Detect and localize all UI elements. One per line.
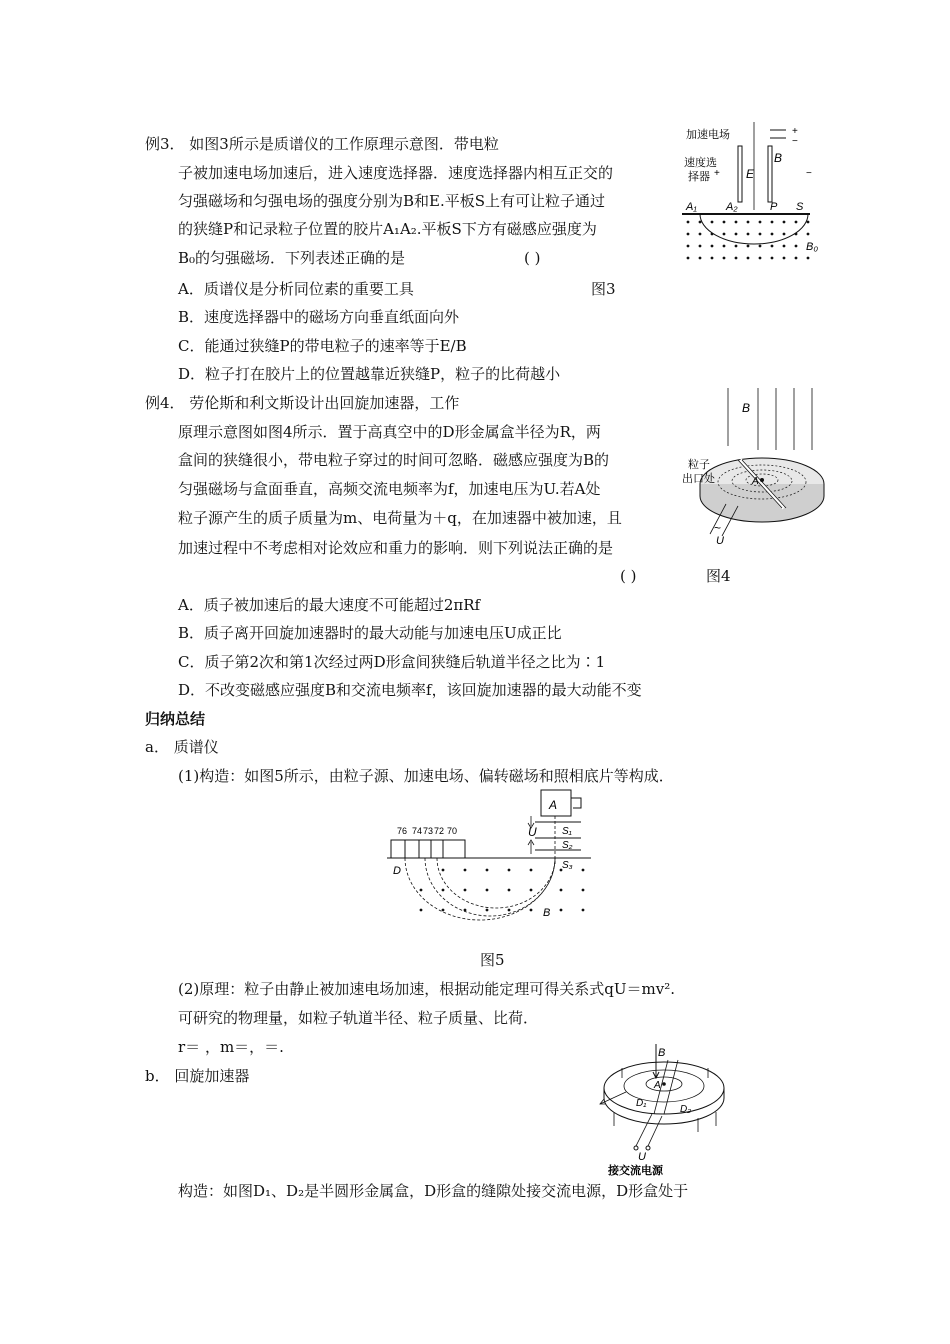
fig5-u-label: U bbox=[528, 825, 537, 839]
ex3-title-line: 例3． 如图3所示是质谱仪的工作原理示意图．带电粒 bbox=[145, 135, 499, 153]
fig5-mass-70: 70 bbox=[447, 826, 458, 836]
fig4-a-label: A bbox=[752, 476, 759, 487]
figure-cyclotron-structure bbox=[598, 1042, 748, 1178]
fig5-mass-76: 76 bbox=[397, 826, 408, 836]
fig5-s3-label: S₃ bbox=[562, 860, 573, 871]
fig5-s1-label: S₁ bbox=[562, 826, 572, 837]
ex4-option-b: B．质子离开回旋加速器时的最大动能与加速电压U成正比 bbox=[178, 624, 562, 642]
cyclotron-title: b． 回旋加速器 bbox=[145, 1067, 250, 1085]
cyclotron-structure: 构造：如图D₁、D₂是半圆形金属盒，D形盒的缝隙处接交流电源，D形盒处于 bbox=[178, 1182, 689, 1200]
mass-spectrometer-title: a． 质谱仪 bbox=[145, 738, 219, 756]
cyclotron-a-label: A bbox=[654, 1080, 661, 1091]
ex3-line-5: B₀的匀强磁场．下列表述正确的是 bbox=[178, 249, 406, 267]
ex4-line-3: 盒间的狭缝很小，带电粒子穿过的时间可忽略．磁感应强度为B的 bbox=[178, 451, 610, 469]
cyclotron-b-label: B bbox=[658, 1047, 666, 1059]
ex4-answer-bracket: ( ) bbox=[620, 567, 637, 585]
ex3-option-d: D．粒子打在胶片上的位置越靠近狭缝P，粒子的比荷越小 bbox=[178, 365, 561, 383]
figure-3-caption: 图3 bbox=[591, 280, 616, 298]
ex3-answer-bracket: ( ) bbox=[524, 249, 541, 267]
fig5-a-label: A bbox=[549, 798, 558, 812]
figure-5-mass-spectrometer bbox=[385, 786, 595, 932]
fig3-selector-label-1: 速度选 bbox=[684, 157, 717, 169]
fig5-d-label: D bbox=[393, 865, 401, 877]
ex3-option-c: C．能通过狭缝P的带电粒子的速率等于E/B bbox=[178, 337, 467, 355]
fig3-b-label: B bbox=[774, 151, 783, 165]
ex3-option-b: B．速度选择器中的磁场方向垂直纸面向外 bbox=[178, 308, 460, 326]
mass-spectrometer-structure: (1)构造：如图5所示，由粒子源、加速电场、偏转磁场和照相底片等构成． bbox=[178, 767, 674, 785]
fig5-mass-72: 72 bbox=[434, 826, 445, 836]
fig4-exit-label-2: 出口处 bbox=[682, 473, 715, 485]
cyclotron-u-label: U bbox=[638, 1151, 646, 1163]
ex4-line-2: 原理示意图如图4所示．置于高真空中的D形金属盒半径为R，两 bbox=[178, 423, 601, 441]
cyclotron-power-label: 接交流电源 bbox=[608, 1165, 663, 1177]
fig4-u-label: U bbox=[716, 535, 724, 547]
fig3-a1-label: A₁ bbox=[686, 201, 697, 213]
ex4-title-line: 例4． 劳伦斯和利文斯设计出回旋加速器，工作 bbox=[145, 394, 460, 412]
ex4-line-5: 粒子源产生的质子质量为m、电荷量为＋q，在加速器中被加速，且 bbox=[178, 509, 622, 527]
cyclotron-d2-label: D₂ bbox=[680, 1104, 692, 1115]
fig3-s-label: S bbox=[796, 201, 804, 213]
ex4-option-d: D．不改变磁感应强度B和交流电频率f，该回旋加速器的最大动能不变 bbox=[178, 681, 642, 699]
svg-text:+: + bbox=[792, 126, 798, 137]
svg-text:+: + bbox=[714, 168, 720, 179]
fig3-p-label: P bbox=[770, 201, 778, 213]
fig5-b-label: B bbox=[543, 907, 551, 919]
fig5-mass-74: 74 bbox=[412, 826, 423, 836]
fig3-e-label: E bbox=[746, 167, 755, 181]
ex3-option-a: A．质谱仪是分析同位素的重要工具 bbox=[178, 280, 414, 298]
figure-3-mass-spectrometer bbox=[680, 122, 830, 272]
fig3-accel-label: 加速电场 bbox=[686, 129, 730, 141]
summary-heading: 归纳总结 bbox=[145, 710, 206, 728]
ex4-option-c: C．质子第2次和第1次经过两D形盒间狭缝后轨道半径之比为∶1 bbox=[178, 653, 606, 671]
fig5-s2-label: S₂ bbox=[562, 840, 573, 851]
ex4-option-a: A．质子被加速后的最大速度不可能超过2πRf bbox=[178, 596, 481, 614]
fig4-exit-label-1: 粒子 bbox=[688, 459, 710, 471]
svg-text:−: − bbox=[792, 136, 798, 147]
fig3-b0-label: B₀ bbox=[806, 241, 818, 253]
mass-spectrometer-quantities: 可研究的物理量，如粒子轨道半径、粒子质量、比荷． bbox=[178, 1009, 539, 1027]
mass-spectrometer-principle: (2)原理：粒子由静止被加速电场加速，根据动能定理可得关系式qU＝mv². bbox=[178, 980, 675, 998]
ex3-line-3: 匀强磁场和匀强电场的强度分别为B和E.平板S上有可让粒子通过 bbox=[178, 192, 606, 210]
ex3-line-4: 的狭缝P和记录粒子位置的胶片A₁A₂.平板S下方有磁感应强度为 bbox=[178, 220, 597, 238]
ex3-line-2: 子被加速电场加速后，进入速度选择器．速度选择器内相互正交的 bbox=[178, 164, 614, 182]
figure-4-cyclotron bbox=[680, 384, 830, 554]
svg-text:−: − bbox=[806, 168, 812, 179]
ex4-line-4: 匀强磁场与盒面垂直，高频交流电频率为f，加速电压为U.若A处 bbox=[178, 480, 601, 498]
svg-text:~: ~ bbox=[714, 521, 722, 535]
fig3-selector-label-2: 择器 bbox=[688, 171, 710, 183]
ex4-line-6: 加速过程中不考虑相对论效应和重力的影响．则下列说法正确的是 bbox=[178, 539, 614, 557]
fig5-mass-73: 73 bbox=[423, 826, 434, 836]
figure-5-caption: 图5 bbox=[480, 951, 505, 969]
fig3-a2-label: A₂ bbox=[726, 201, 738, 213]
mass-spectrometer-formulas: r＝ ，m＝，＝. bbox=[178, 1038, 284, 1056]
fig5-field-dots bbox=[420, 869, 585, 912]
fig4-b-label: B bbox=[742, 401, 751, 415]
cyclotron-d1-label: D₁ bbox=[636, 1098, 647, 1109]
figure-4-caption: 图4 bbox=[706, 567, 731, 585]
